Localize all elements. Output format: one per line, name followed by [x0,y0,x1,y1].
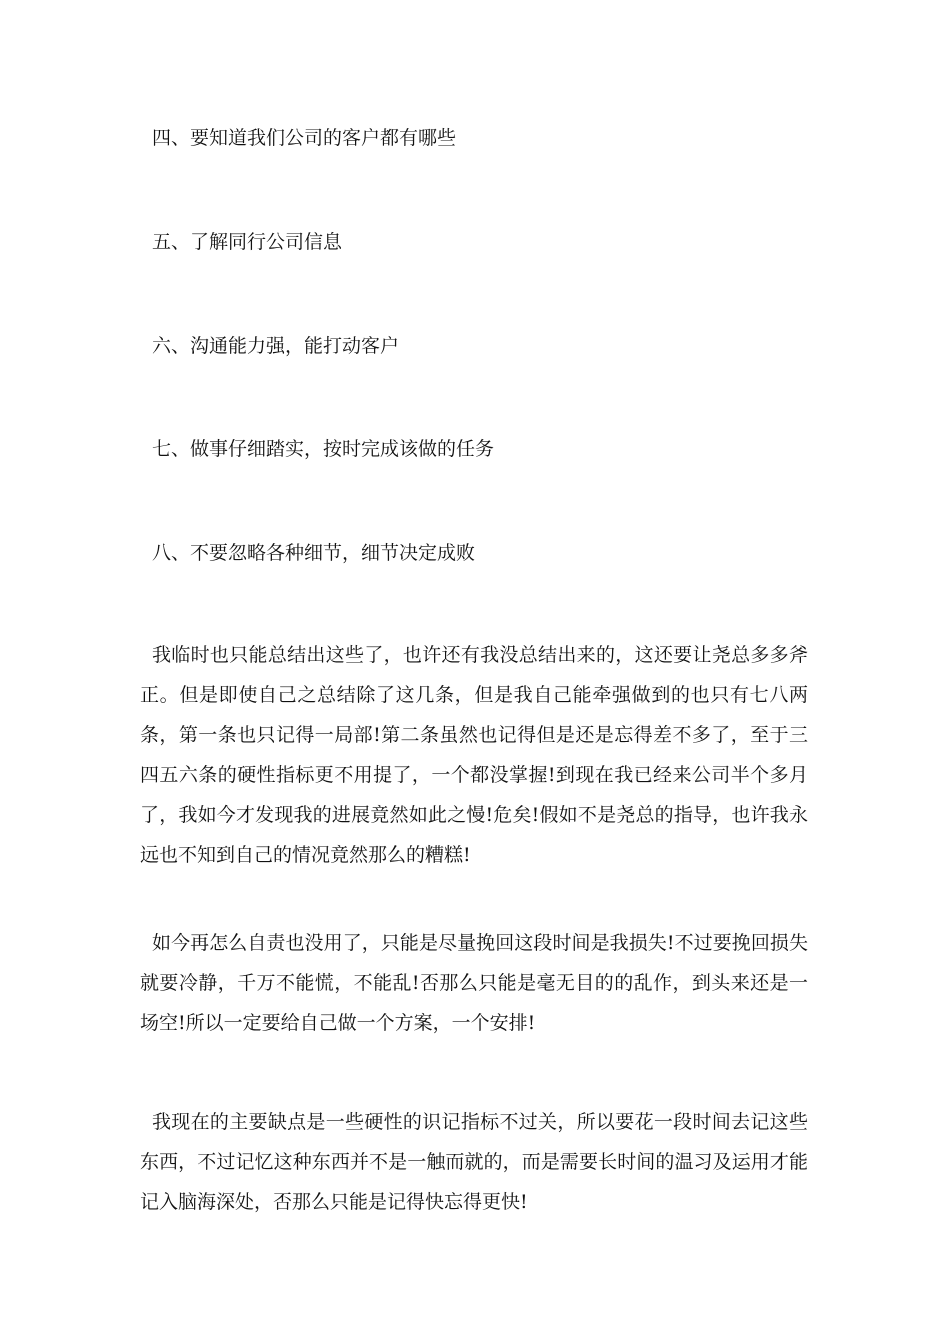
paragraph-summary: 我临时也只能总结出这些了，也许还有我没总结出来的，这还要让尧总多多斧正。但是即使自己之总结除了这几条，但是我自己能牵强做到的也只有七八两条，第一条也只记得一局部!第二条虽然也记得但是还是忘得差不多了，至于三四五六条的硬性指标更不用提了，一个都没掌握!到现在我已经来公司半个多月了，我如今才发现我的进展竟然如此之慢!危矣!假如不是尧总的指导，也许我永远也不知到自己的情况竟然那么的糟糕! [140,644,808,866]
paragraph-plan: 如今再怎么自责也没用了，只能是尽量挽回这段时间是我损失!不过要挽回损失就要冷静，千万不能慌，不能乱!否那么只能是毫无目的的乱作，到头来还是一场空!所以一定要给自己做一个方案，一个安排! [140,932,808,1034]
list-item-8: 八、不要忽略各种细节，细节决定成败 [152,542,476,564]
list-item-4: 四、要知道我们公司的客户都有哪些 [152,127,457,149]
paragraph-weakness: 我现在的主要缺点是一些硬性的识记指标不过关，所以要花一段时间去记这些东西，不过记忆这种东西并不是一触而就的，而是需要长时间的温习及运用才能记入脑海深处，否那么只能是记得快忘得更快! [140,1111,808,1213]
list-item-5: 五、了解同行公司信息 [152,231,343,253]
list-item-6: 六、沟通能力强，能打动客户 [152,335,400,357]
list-item-7: 七、做事仔细踏实，按时完成该做的任务 [152,438,495,460]
